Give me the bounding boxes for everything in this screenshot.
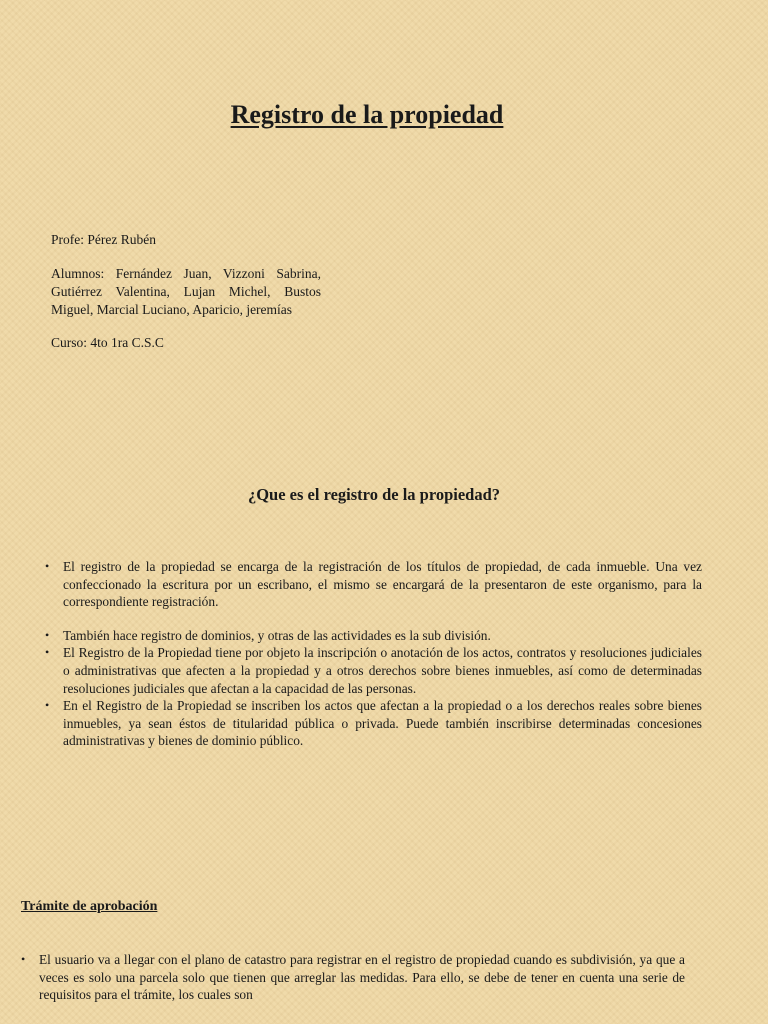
students-line: Alumnos: Fernández Juan, Vizzoni Sabrina, Gutiérrez Valentina, Lujan Michel, Bustos Miguel, Marcial Luciano, Aparicio, jeremías xyxy=(51,266,321,317)
list-item xyxy=(21,951,685,1004)
list-item xyxy=(45,697,702,750)
bullet-icon: • xyxy=(45,627,50,642)
procedure-list xyxy=(21,951,685,1004)
bullet-icon: • xyxy=(45,559,50,573)
bullet-icon: • xyxy=(45,645,50,660)
list-item-text: También hace registro de dominios, y otras de las actividades es la sub división. xyxy=(63,627,491,643)
list-item-text: El Registro de la Propiedad tiene por objeto la inscripción o anotación de los actos, contratos y resoluciones judiciales o administrativas que afecten a la propiedad y a otros derechos sobre bienes inmuebles, así como de determinadas resoluciones judiciales que afectan a la capacidad de las personas. xyxy=(63,645,702,696)
procedure-heading: Trámite de aprobación xyxy=(21,899,158,914)
list-item-text: El usuario va a llegar con el plano de catastro para registrar en el registro de propiedad cuando es subdivisión, ya que a veces es solo una parcela solo que tienen que arreglar las medidas. Para ello, se debe de tener en cuenta una serie de requisitos para el trámite, los cuales son xyxy=(39,952,685,1003)
list-item xyxy=(45,644,702,697)
bullet-icon: • xyxy=(21,952,26,966)
definition-list xyxy=(45,558,702,750)
bullet-icon: • xyxy=(45,698,50,713)
teacher-line: Profe: Pérez Rubén xyxy=(51,232,156,247)
list-item-text: En el Registro de la Propiedad se inscriben los actos que afectan a la propiedad o a los derechos reales sobre bienes inmuebles, ya sean éstos de titularidad pública o privada. Puede también inscribirse determinadas concesiones administrativas y bienes de dominio público. xyxy=(63,698,702,749)
course-line: Curso: 4to 1ra C.S.C xyxy=(51,335,164,350)
question-heading: ¿Que es el registro de la propiedad? xyxy=(247,485,501,504)
list-item xyxy=(45,558,702,611)
document-title: Registro de la propiedad xyxy=(230,100,504,129)
list-item-text: El registro de la propiedad se encarga de la registración de los títulos de propiedad, de cada inmueble. Una vez confeccionado la escritura por un escribano, el mismo se encargará de la presentaron de este organismo, para la correspondiente registración. xyxy=(63,559,702,610)
list-item xyxy=(45,627,702,645)
